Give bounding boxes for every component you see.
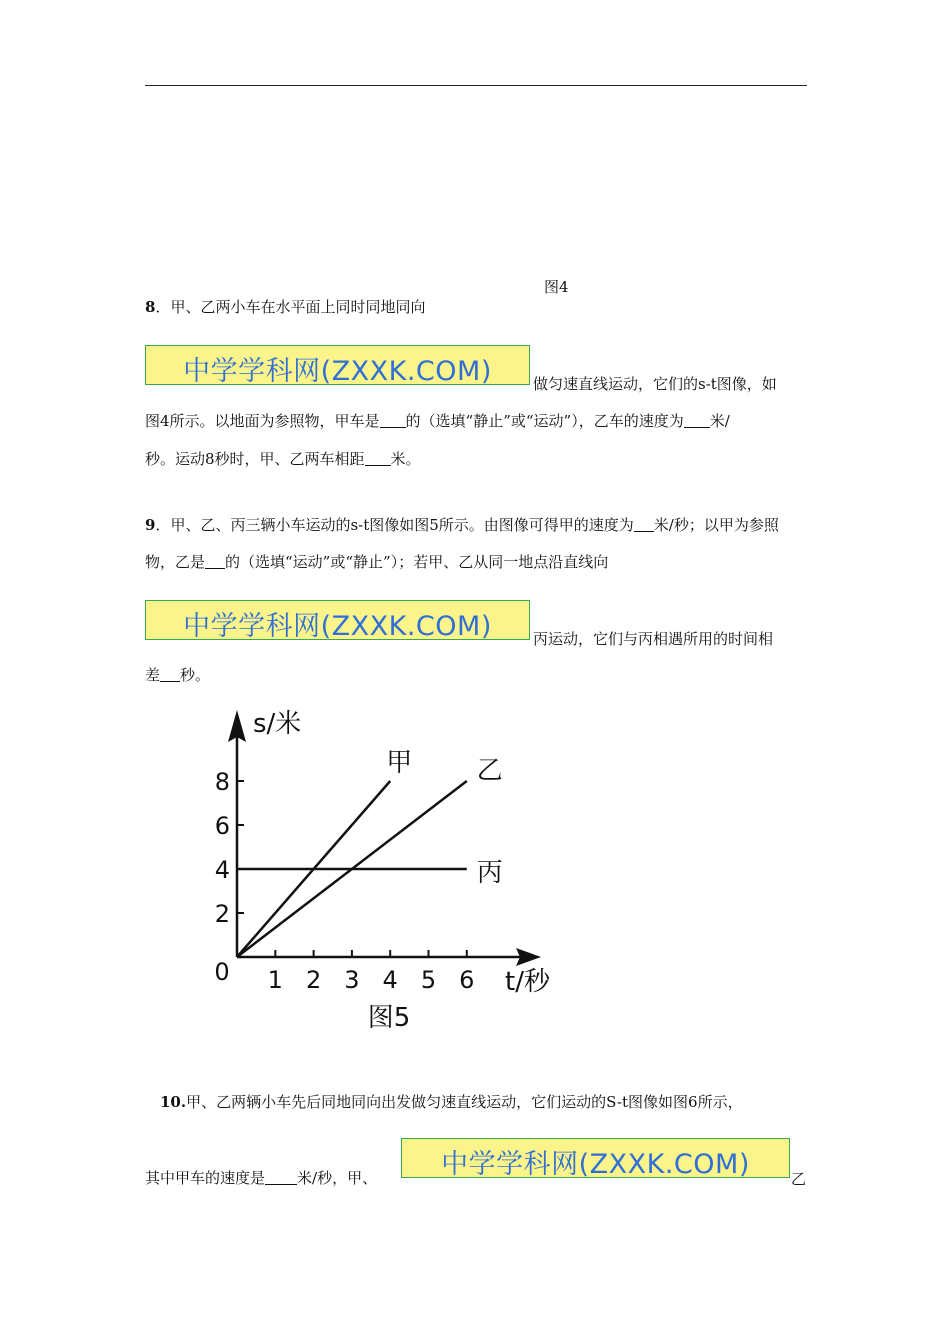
- x-tick-label: 3: [344, 966, 360, 994]
- x-tick-label: 4: [382, 966, 398, 994]
- q10-line-1: [160, 1092, 743, 1112]
- watermark-text: 中学学科网(ZXXK.COM): [183, 611, 492, 642]
- q9-text-4a: 差: [145, 666, 161, 684]
- x-tick-label: 6: [459, 966, 475, 994]
- x-tick-label: 2: [305, 966, 322, 994]
- q10-text-2a: 其中甲车的速度是: [145, 1169, 266, 1187]
- x-tick-label: 5: [420, 966, 437, 994]
- series-label: 丙: [476, 858, 503, 888]
- q9-text-2b: 的（选填“运动”或“静止”）；若甲、乙从同一地点沿直线向: [225, 553, 609, 571]
- y-tick-label: 8: [214, 768, 230, 796]
- q9-text-after-banner: 丙运动，它们与丙相遇所用的时间相: [533, 630, 774, 648]
- q10-text-2b: 米/秒，甲、: [297, 1169, 378, 1187]
- chart-title: 图5: [367, 1003, 411, 1033]
- q8-number: 8: [145, 298, 156, 316]
- q9-text-4b: 秒。: [180, 666, 211, 684]
- q9-text-2a: 物，乙是: [145, 553, 206, 571]
- q8-text-3a: 图4所示。以地面为参照物，甲车是: [145, 412, 380, 430]
- q9-text-1b: 米/秒；以甲为参照: [653, 516, 779, 534]
- q8-text-after-banner: 做匀速直线运动，它们的s-t图像，如: [533, 375, 777, 393]
- series-label: 乙: [476, 756, 503, 786]
- watermark-text: 中学学科网(ZXXK.COM): [183, 356, 492, 387]
- q8-text-3b: 的（选填“静止”或“运动”），乙车的速度为: [405, 412, 684, 430]
- x-tick-label: 1: [267, 966, 283, 994]
- q10-number: 10.: [160, 1093, 187, 1111]
- q8-text-1: ．甲、乙两小车在水平面上同时同地同向: [155, 298, 426, 316]
- watermark-text: 中学学科网(ZXXK.COM): [441, 1149, 750, 1180]
- y-tick-label: 4: [214, 856, 230, 884]
- q10-line-2: [145, 1168, 377, 1188]
- q8-text-4a: 秒。运动8秒时，甲、乙两车相距: [145, 450, 365, 468]
- origin-label: 0: [214, 958, 230, 986]
- answer-blank: [265, 1169, 297, 1185]
- watermark-banner-3: [401, 1138, 790, 1178]
- q10-text-after-banner: 乙: [791, 1170, 807, 1188]
- q9-text-1a: ．甲、乙、丙三辆小车运动的s-t图像如图5所示。由图像可得甲的速度为: [155, 516, 634, 534]
- q8-text-4b: 米。: [390, 450, 421, 468]
- x-axis-label: t/秒: [505, 967, 550, 997]
- series-label: 甲: [386, 748, 413, 778]
- y-tick-label: 2: [214, 900, 230, 928]
- y-tick-label: 6: [214, 812, 230, 840]
- q10-text-1: 甲、乙两辆小车先后同地同向出发做匀速直线运动，它们运动的S-t图像如图6所示，: [186, 1093, 743, 1111]
- q8-text-3c: 米/: [709, 412, 730, 430]
- y-axis-label: s/米: [253, 709, 302, 739]
- figure-4-caption: 图4: [544, 278, 569, 296]
- q9-number: 9: [145, 516, 156, 534]
